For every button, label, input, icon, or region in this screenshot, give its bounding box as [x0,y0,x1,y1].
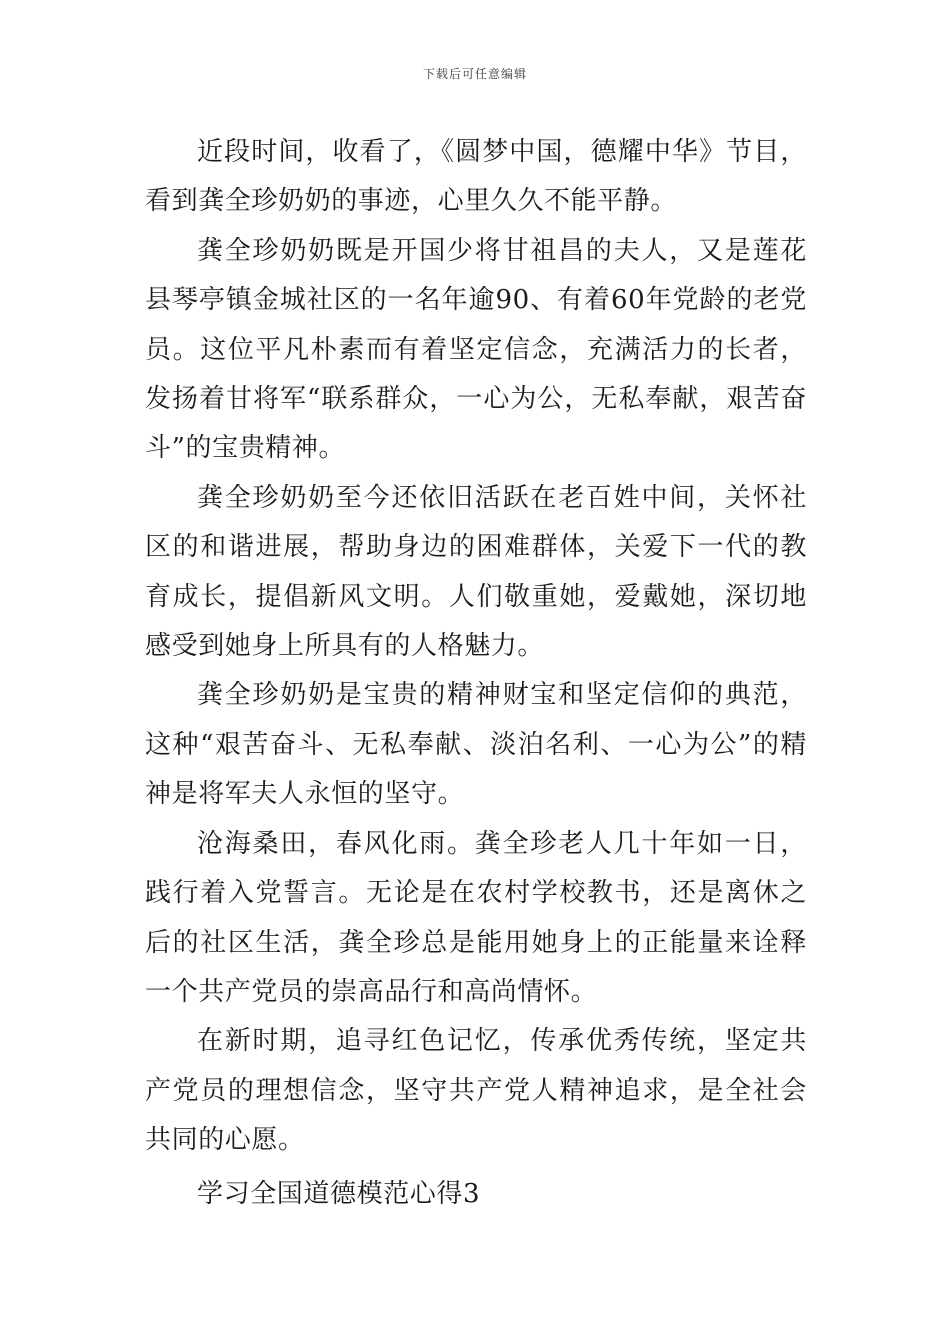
document-body [145,128,807,1219]
paragraph-4: 龚全珍奶奶是宝贵的精神财宝和坚定信仰的典范，这种“艰苦奋斗、无私奉献、淡泊名利、一心为公”的精神是将军夫人永恒的坚守。 [145,680,807,810]
page-header-note: 下载后可任意编辑 [422,67,527,81]
paragraph-2: 龚全珍奶奶既是开国少将甘祖昌的夫人，又是莲花县琴亭镇金城社区的一名年逾90、有着60年党龄的老党员。这位平凡朴素而有着坚定信念，充满活力的长者，发扬着甘将军“联系群众，一心为公，无私奉献，艰苦奋斗”的宝贵精神。 [145,235,807,464]
section-heading: 学习全国道德模范心得3 [197,1178,481,1209]
paragraph-6: 在新时期，追寻红色记忆，传承优秀传统，坚定共产党员的理想信念，坚守共产党人精神追求，是全社会共同的心愿。 [145,1026,807,1156]
paragraph-3: 龚全珍奶奶至今还依旧活跃在老百姓中间，关怀社区的和谐进展，帮助身边的困难群体，关爱下一代的教育成长，提倡新风文明。人们敬重她，爱戴她，深切地感受到她身上所具有的人格魅力。 [145,482,807,662]
paragraph-5: 沧海桑田，春风化雨。龚全珍老人几十年如一日，践行着入党誓言。无论是在农村学校教书，还是离休之后的社区生活，龚全珍总是能用她身上的正能量来诠释一个共产党员的崇高品行和高尚情怀。 [145,828,807,1007]
paragraph-1: 近段时间，收看了，《圆梦中国，德耀中华》节目，看到龚全珍奶奶的事迹，心里久久不能平静。 [145,137,807,217]
